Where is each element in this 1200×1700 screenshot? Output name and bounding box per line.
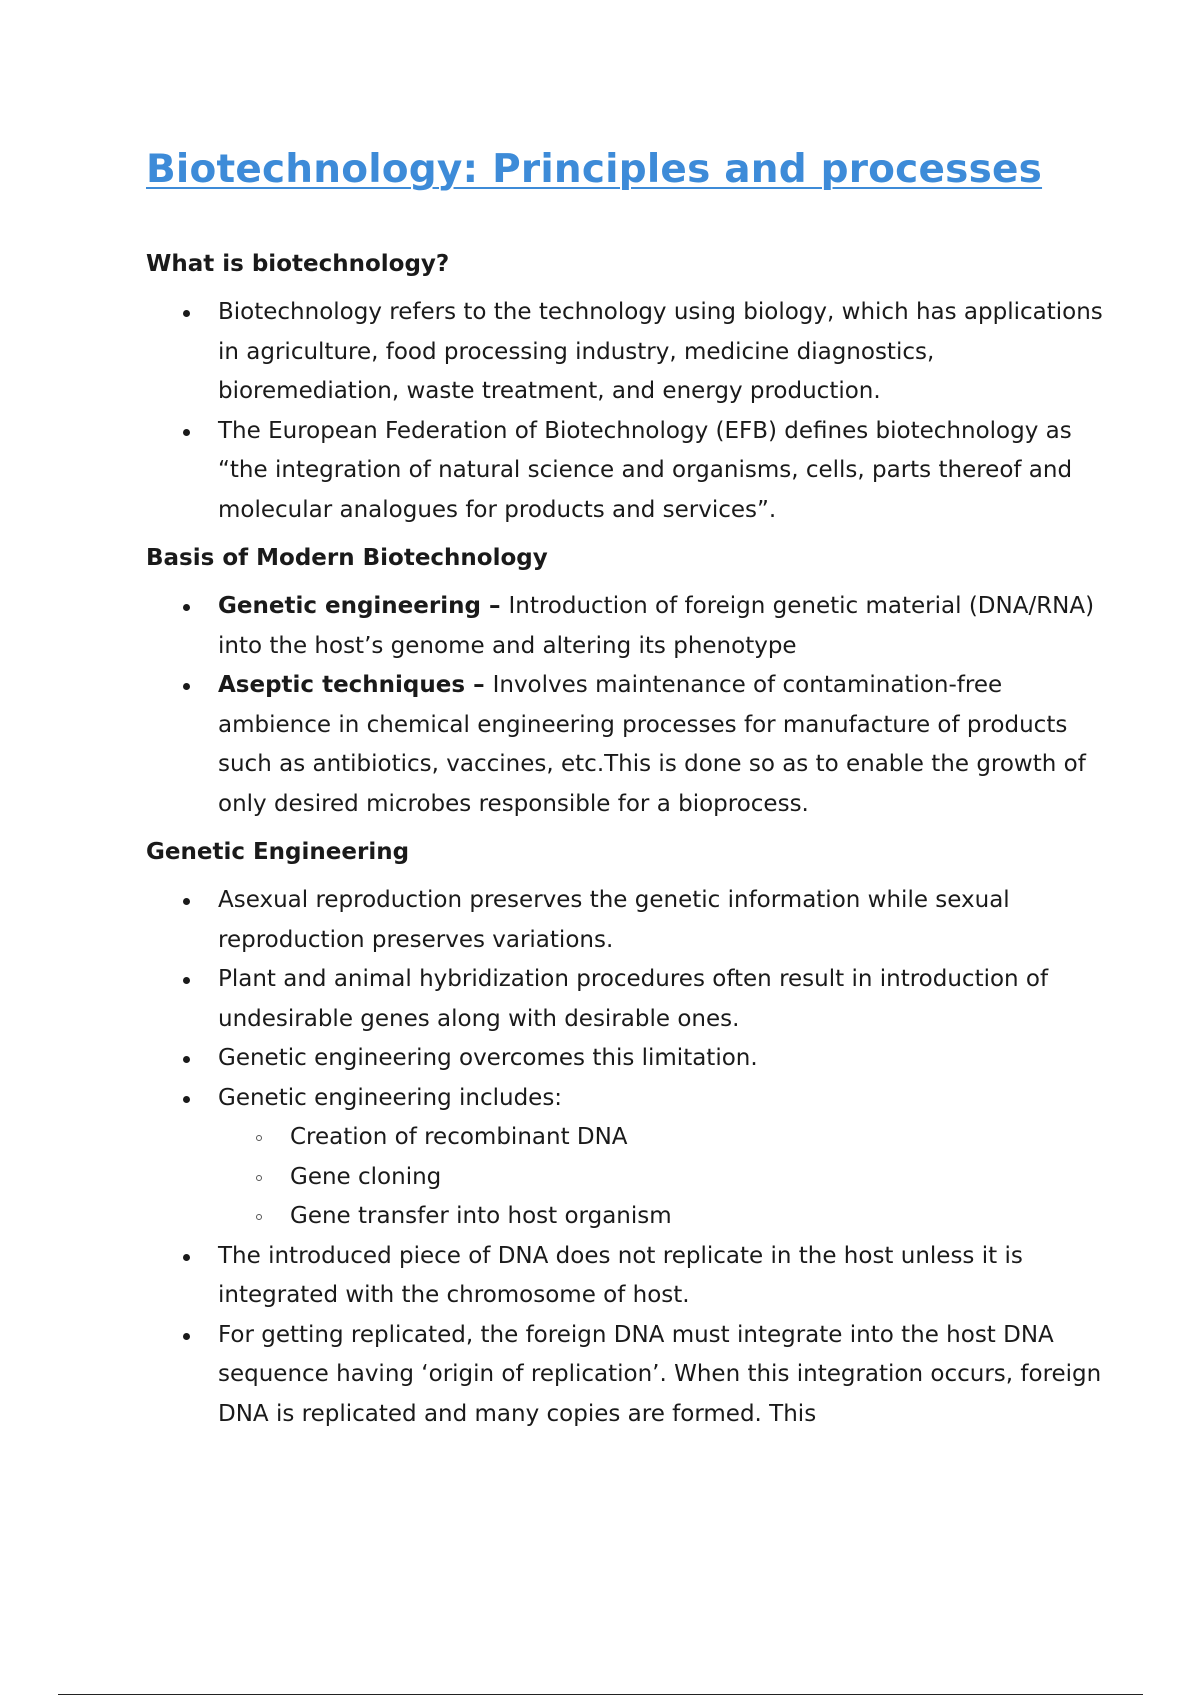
section-heading-basis-of-modern-biotechnology: Basis of Modern Biotechnology bbox=[146, 545, 548, 571]
sub-list-item-text: Creation of recombinant DNA bbox=[290, 1124, 628, 1150]
list-item-text: Asexual reproduction preserves the genetic information while sexual reproduction preserves variations. bbox=[218, 887, 1010, 953]
list-item bbox=[146, 293, 1106, 412]
sub-list-item-text: Gene transfer into host organism bbox=[290, 1203, 672, 1229]
list-item-text: Genetic engineering includes: bbox=[218, 1084, 563, 1111]
list-item bbox=[146, 1316, 1106, 1435]
bullet-list bbox=[146, 881, 1106, 1434]
footer-divider bbox=[58, 1694, 1143, 1695]
list-item bbox=[146, 1039, 1106, 1079]
sub-list bbox=[218, 1118, 1106, 1237]
document-page bbox=[146, 140, 1106, 1434]
bullet-icon bbox=[183, 1096, 190, 1103]
list-item bbox=[146, 881, 1106, 960]
list-item-text: The introduced piece of DNA does not replicate in the host unless it is integrated with the chromosome of host. bbox=[218, 1242, 1023, 1308]
sub-list-item bbox=[218, 1158, 1106, 1198]
bullet-icon bbox=[183, 310, 190, 317]
bullet-icon bbox=[183, 1056, 190, 1063]
section-heading-what-is-biotechnology: What is biotechnology? bbox=[146, 251, 450, 277]
list-item-text: Biotechnology refers to the technology using biology, which has applications in agriculture, food processing industry, medicine diagnostics, bioremediation, waste treatment, and energy production. bbox=[218, 299, 1103, 404]
list-item-text: For getting replicated, the foreign DNA must integrate into the host DNA sequence having ‘origin of replication’. When this integration occurs, foreign DNA is replicated and many copies are formed. This bbox=[218, 1321, 1102, 1427]
list-item-term: Aseptic techniques bbox=[218, 672, 466, 698]
hollow-bullet-icon bbox=[256, 1214, 262, 1220]
sub-list-item bbox=[218, 1118, 1106, 1158]
hollow-bullet-icon bbox=[256, 1135, 262, 1141]
list-item bbox=[146, 1237, 1106, 1316]
bullet-icon bbox=[183, 1333, 190, 1340]
list-item bbox=[146, 1079, 1106, 1237]
list-item-term: Genetic engineering bbox=[218, 593, 481, 619]
list-item-text: The European Federation of Biotechnology (EFB) defines biotechnology as “the integration of natural science and organisms, cells, parts thereof and molecular analogues for products and services”. bbox=[218, 417, 1073, 523]
bullet-icon bbox=[183, 429, 190, 436]
bullet-list bbox=[146, 587, 1106, 824]
sub-list-item bbox=[218, 1197, 1106, 1237]
bullet-icon bbox=[183, 898, 190, 905]
sub-list-item-text: Gene cloning bbox=[290, 1163, 442, 1190]
bullet-icon bbox=[183, 1254, 190, 1261]
bullet-icon bbox=[183, 977, 190, 984]
hollow-bullet-icon bbox=[256, 1175, 262, 1181]
bullet-icon bbox=[183, 683, 190, 690]
list-item-text: Plant and animal hybridization procedures often result in introduction of undesirable genes along with desirable ones. bbox=[218, 966, 1049, 1032]
section-heading-genetic-engineering: Genetic Engineering bbox=[146, 839, 410, 865]
list-item bbox=[146, 960, 1106, 1039]
bullet-list bbox=[146, 293, 1106, 530]
list-item-text: Involves maintenance of contamination-free ambience in chemical engineering processes for manufacture of products such as antibiotics, vaccines, etc.This is done so as to enable the growth of only desired microbes responsible for a bioprocess. bbox=[218, 672, 1086, 817]
list-item bbox=[146, 412, 1106, 531]
list-item-text: Genetic engineering overcomes this limitation. bbox=[218, 1045, 758, 1071]
term-separator: – bbox=[480, 593, 509, 619]
list-item bbox=[146, 666, 1106, 824]
list-item-text: Introduction of foreign genetic material (DNA/RNA) into the host’s genome and altering its phenotype bbox=[218, 593, 1095, 659]
document-title: Biotechnology: Principles and processes bbox=[146, 147, 1043, 192]
term-separator: – bbox=[465, 672, 493, 698]
bullet-icon bbox=[183, 604, 190, 611]
list-item bbox=[146, 587, 1106, 666]
